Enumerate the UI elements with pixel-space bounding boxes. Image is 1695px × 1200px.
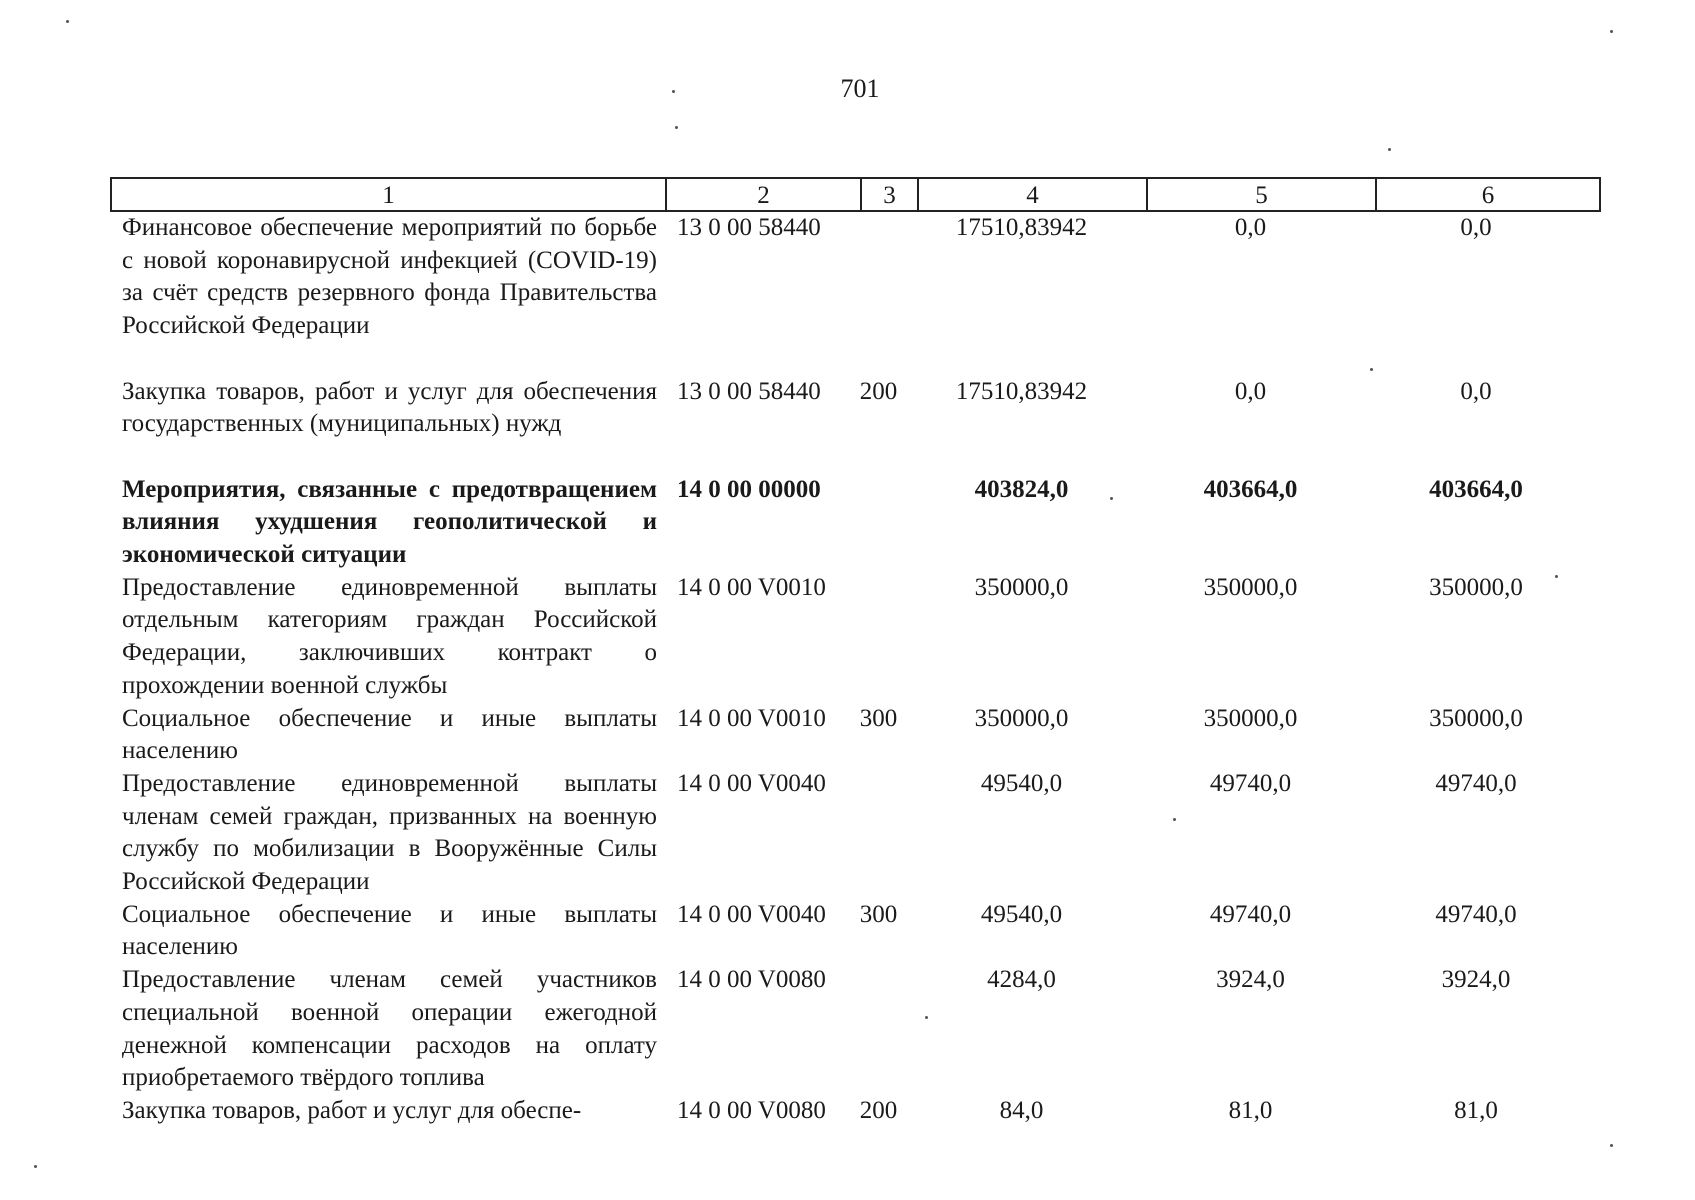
row-value-col4: 350000,0 [974,573,1069,601]
page-number: 701 [840,74,880,103]
row-expense-type: 300 [859,704,898,732]
row-expense-type [850,474,907,572]
row-value-col4: 49540,0 [980,769,1063,797]
scan-speck [34,1165,37,1168]
row-value-col6: 0,0 [1460,214,1492,241]
row-value-col4: 403824,0 [974,475,1069,503]
row-expense-type [850,572,907,703]
table-row [110,899,1601,964]
row-value-col5: 49740,0 [1209,769,1292,797]
table-row [110,964,1601,1095]
row-value-col6: 350000,0 [1429,704,1523,732]
row-value-col4: 17510,83942 [955,377,1088,405]
table-row [110,212,1601,376]
scan-speck [1388,148,1391,151]
table-row [110,1095,1601,1128]
row-code: 14 0 00 V0080 [677,966,826,994]
row-value-col6: 49740,0 [1435,900,1517,928]
row-code: 13 0 00 58440 [677,214,821,241]
row-value-col4: 17510,83942 [955,214,1088,241]
row-code: 14 0 00 V0040 [677,900,826,928]
table-row [110,703,1601,768]
row-value-col5: 350000,0 [1203,704,1298,732]
row-code: 14 0 00 00000 [677,475,821,503]
scan-speck [1370,368,1373,371]
row-name: Предоставление единовременной выплаты членам семей граждан, призванных на военную службу по мобилизации в Вооружённые Силы Российской Федерации [122,769,657,896]
scan-speck [675,126,678,129]
scan-speck [1173,818,1176,821]
scan-speck [1610,30,1613,33]
row-value-col5: 350000,0 [1203,573,1298,601]
row-name: Предоставление единовременной выплаты отдельным категориям граждан Российской Федерации, заключивших контракт о прохождении военной службы [122,573,657,699]
table-body [110,212,1601,1128]
scan-speck [1555,575,1558,578]
row-value-col5: 403664,0 [1203,475,1298,503]
row-value-col6: 403664,0 [1429,475,1523,503]
row-code: 14 0 00 V0040 [677,769,826,797]
row-expense-type: 300 [859,900,898,928]
row-value-col4: 49540,0 [980,900,1063,928]
row-expense-type [850,964,907,1095]
row-value-col4: 4284,0 [987,966,1056,994]
column-header-2: 2 [667,179,862,210]
scan-speck [1110,497,1113,500]
row-code: 13 0 00 58440 [677,377,821,405]
row-value-col5: 0,0 [1234,377,1267,405]
row-code: 14 0 00 V0010 [677,704,826,732]
column-header-1: 1 [112,179,667,210]
row-value-col6: 49740,0 [1435,769,1517,797]
row-expense-type: 200 [859,377,898,405]
scan-speck [925,1016,928,1019]
column-header-4: 4 [919,179,1148,210]
column-header-6: 6 [1481,182,1495,209]
row-expense-type [850,212,907,376]
row-name: Мероприятия, связанные с предотвращением влияния ухудшения геополитической и экономической ситуации [122,475,657,568]
row-name: Социальное обеспечение и иные выплаты населению [122,900,657,961]
row-value-col4: 350000,0 [974,704,1069,732]
row-name: Закупка товаров, работ и услуг для обеспечения государственных (муниципальных) нужд [122,377,657,438]
row-value-col5: 0,0 [1234,214,1267,241]
row-value-col6: 0,0 [1460,377,1492,405]
row-value-col5: 49740,0 [1209,900,1292,928]
column-header-3: 3 [862,179,919,210]
row-code: 14 0 00 V0010 [677,573,826,601]
table-row [110,376,1601,474]
row-value-col6: 350000,0 [1429,573,1523,601]
table-row [110,474,1601,572]
row-name: Закупка товаров, работ и услуг для обеспе- [122,1096,582,1124]
table-header [110,177,1601,212]
row-expense-type [850,768,907,899]
table-row [110,572,1601,703]
scan-speck [672,90,675,93]
row-value-col6: 81,0 [1454,1096,1498,1124]
row-expense-type: 200 [859,1096,898,1124]
scan-speck [1610,1144,1613,1147]
table-row [110,768,1601,899]
row-value-col4: 84,0 [999,1096,1044,1124]
row-name: Финансовое обеспечение мероприятий по борьбе с новой коронавирусной инфекцией (COVID-19) за счёт средств резервного фонда Правительства Российской Федерации [122,214,657,340]
row-value-col5: 3924,0 [1216,966,1285,994]
column-header-5: 5 [1148,179,1377,210]
scan-speck [66,20,69,23]
row-code: 14 0 00 V0080 [677,1096,826,1124]
row-name: Предоставление членам семей участников специальной военной операции ежегодной денежной компенсации расходов на оплату приобретаемого твёрдого топлива [122,966,657,1092]
row-name: Социальное обеспечение и иные выплаты населению [122,704,657,765]
row-value-col6: 3924,0 [1441,966,1511,994]
row-value-col5: 81,0 [1228,1096,1273,1124]
